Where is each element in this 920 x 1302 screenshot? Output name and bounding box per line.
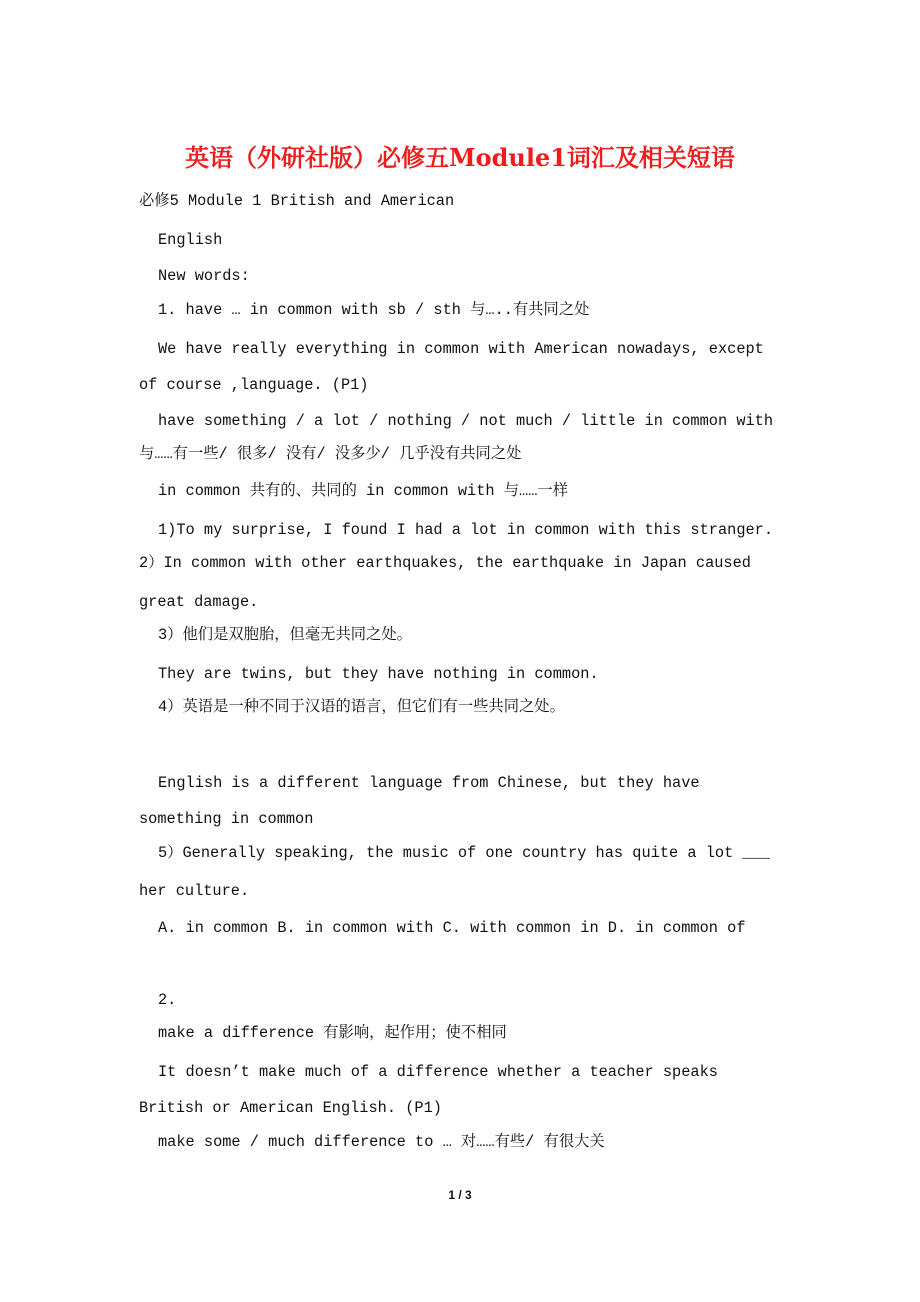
text-line: 与……有一些/ 很多/ 没有/ 没多少/ 几乎没有共同之处 [139,445,522,463]
text-line: It doesn’t make much of a difference whether a teacher speaks [158,1063,718,1081]
text-line: her culture. [139,882,250,900]
text-line: We have really everything in common with American nowadays, except [158,340,764,358]
text-line: of course ,language. (P1) [139,376,369,394]
text-line: make some / much difference to … 对……有些/ 有很大关 [158,1133,605,1151]
text-line: 2）In common with other earthquakes, the earthquake in Japan caused [139,554,751,572]
text-line: make a difference 有影响，起作用；使不相同 [158,1024,507,1042]
text-line: They are twins, but they have nothing in common. [158,665,599,683]
document-title: 英语（外研社版）必修五Module1词汇及相关短语 [185,143,735,172]
text-line: in common 共有的、共同的 in common with 与……一样 [158,482,568,500]
text-line: something in common [139,810,314,828]
text-line: great damage. [139,593,259,611]
text-line: 3）他们是双胞胎，但毫无共同之处。 [158,626,412,644]
text-line: A. in common B. in common with C. with common in D. in common of [158,919,746,937]
text-line: 5）Generally speaking, the music of one country has quite a lot ___ [158,844,770,862]
page-number: 1 / 3 [448,1188,472,1202]
text-line: English [158,231,223,249]
text-line: British or American English. (P1) [139,1099,442,1117]
text-line: 必修5 Module 1 British and American [139,192,455,210]
text-line: 4）英语是一种不同于汉语的语言，但它们有一些共同之处。 [158,698,565,716]
text-line: 2. [158,991,177,1009]
text-line: English is a different language from Chinese, but they have [158,774,700,792]
text-line: have something / a lot / nothing / not much / little in common with [158,412,774,430]
text-line: 1. have … in common with sb / sth 与…..有共同之处 [158,301,590,319]
text-line: New words: [158,267,250,285]
text-line: 1)To my surprise, I found I had a lot in common with this stranger. [158,521,774,539]
